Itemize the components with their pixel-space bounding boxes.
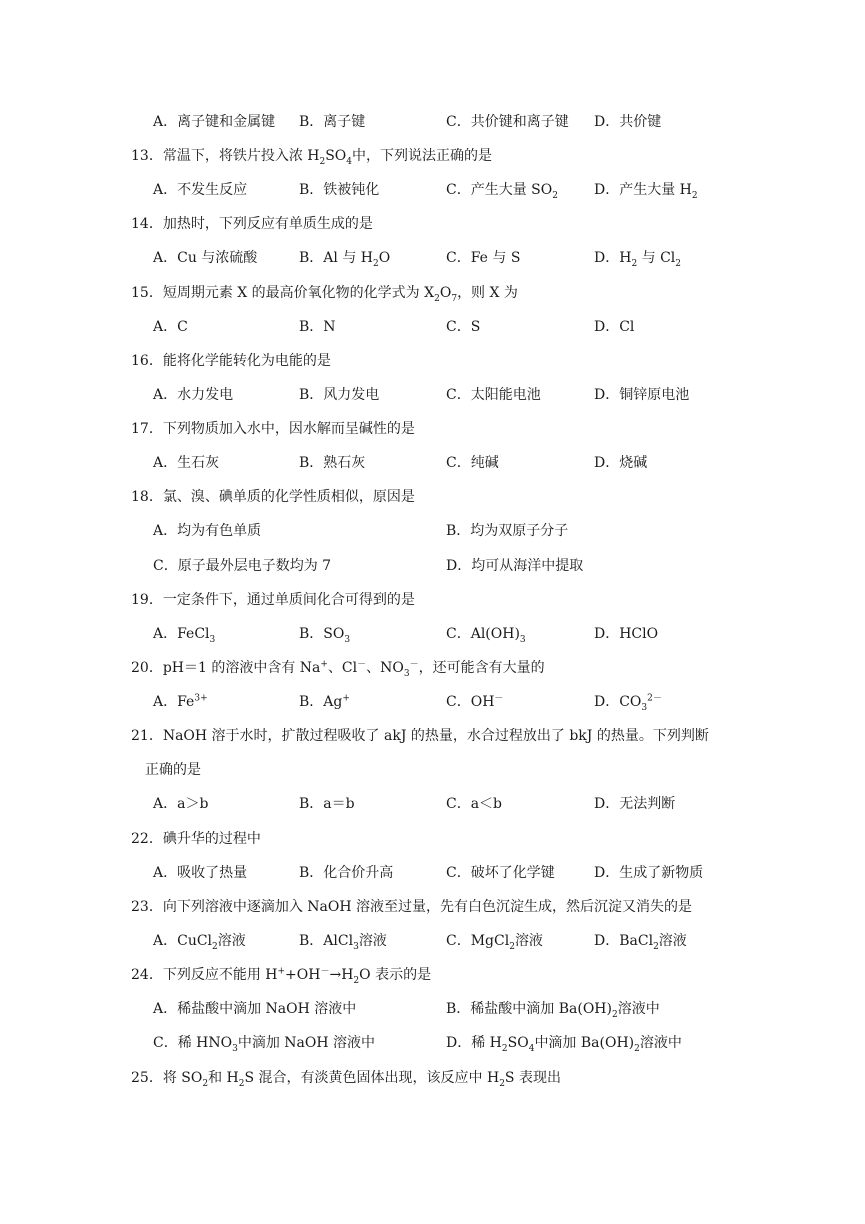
q17-option-d: D．烧碱 xyxy=(594,455,648,471)
q24-option-b: B．稀盐酸中滴加 $Ba(OH)_2$溶液中 xyxy=(446,1001,660,1020)
q15-option-a: A．C xyxy=(153,319,188,335)
q19-option-c: C．$Al(OH)_3$ xyxy=(446,626,526,645)
q18-option-b: B．均为双原子分子 xyxy=(446,523,569,539)
q21-option-a: A．a＞b xyxy=(153,796,209,812)
q20-option-c: C．OH－ xyxy=(446,693,504,710)
q22-option-b: B．化合价升高 xyxy=(299,865,394,881)
q23-stem: 23．向下列溶液中逐滴加入 NaOH 溶液至过量，先有白色沉淀生成，然后沉淀又消失的是 xyxy=(131,899,692,915)
q15-option-d: D．Cl xyxy=(594,319,635,335)
q16-stem: 16．能将化学能转化为电能的是 xyxy=(131,353,331,369)
q15-stem: 15．短周期元素 X 的最高价氧化物的化学式为 $X_2O_7$，则 X 为 xyxy=(131,285,518,304)
q12-option-c: C．共价键和离子键 xyxy=(446,114,569,130)
q22-option-d: D．生成了新物质 xyxy=(594,865,704,881)
q24-stem: 24．下列反应不能用 $H^++OH^-\to H_2O$ 表示的是 xyxy=(131,966,432,986)
q25-stem: 25．将 $SO_2$和 $H_2S$ 混合，有淡黄色固体出现，该反应中 $H_2S$ 表现出 xyxy=(131,1070,561,1089)
q21-option-d: D．无法判断 xyxy=(594,796,676,812)
q21-stem-continued: 正确的是 xyxy=(145,762,201,778)
q23-option-c: C．MgCl$_2$溶液 xyxy=(446,933,543,952)
q23-option-d: D．BaCl$_2$溶液 xyxy=(594,933,687,952)
q18-stem: 18．氯、溴、碘单质的化学性质相似，原因是 xyxy=(131,489,415,505)
q13-option-b: B．铁被钝化 xyxy=(299,182,380,198)
q19-option-a: A．FeCl$_3$ xyxy=(153,626,216,645)
q18-option-c: C．原子最外层电子数均为 7 xyxy=(153,558,332,574)
q12-option-b: B．离子键 xyxy=(299,114,366,130)
q20-option-d: D．$CO_3^{2-}$ xyxy=(594,693,662,713)
q18-option-d: D．均可从海洋中提取 xyxy=(446,558,584,574)
q13-option-d: D．产生大量 $H_2$ xyxy=(594,182,698,201)
q24-option-d: D．稀 $H_2SO_4$中滴加 $Ba(OH)_2$溶液中 xyxy=(446,1035,682,1054)
q16-option-a: A．水力发电 xyxy=(153,387,234,403)
q16-option-d: D．铜锌原电池 xyxy=(594,387,690,403)
q14-option-b: B．Al 与 $H_2O$ xyxy=(299,250,391,269)
q20-option-b: B．Ag+ xyxy=(299,693,350,710)
q12-option-d: D．共价键 xyxy=(594,114,662,130)
q21-stem: 21．NaOH 溶于水时，扩散过程吸收了 akJ 的热量，水合过程放出了 bkJ 的热量。下列判断 xyxy=(131,728,709,744)
q17-stem: 17．下列物质加入水中，因水解而呈碱性的是 xyxy=(131,421,415,437)
q14-stem: 14．加热时，下列反应有单质生成的是 xyxy=(131,216,373,232)
q17-option-a: A．生石灰 xyxy=(153,455,220,471)
q21-option-c: C．a＜b xyxy=(446,796,503,812)
q17-option-c: C．纯碱 xyxy=(446,455,499,471)
q17-option-b: B．熟石灰 xyxy=(299,455,366,471)
q15-option-b: B．N xyxy=(299,319,336,335)
q16-option-b: B．风力发电 xyxy=(299,387,380,403)
q23-option-a: A．CuCl$_2$溶液 xyxy=(153,933,246,952)
q22-option-c: C．破坏了化学键 xyxy=(446,865,555,881)
q15-option-c: C．S xyxy=(446,319,481,335)
q16-option-c: C．太阳能电池 xyxy=(446,387,541,403)
q13-stem: 13．常温下，将铁片投入浓 $H_2SO_4$中，下列说法正确的是 xyxy=(131,148,493,167)
q12-option-a: A．离子键和金属键 xyxy=(153,114,276,130)
q19-option-b: B．$SO_3$ xyxy=(299,626,351,645)
q24-option-a: A．稀盐酸中滴加 NaOH 溶液中 xyxy=(153,1001,357,1017)
q21-option-b: B．a＝b xyxy=(299,796,355,812)
q24-option-c: C．稀 $HNO_3$中滴加 NaOH 溶液中 xyxy=(153,1035,376,1054)
q19-stem: 19．一定条件下，通过单质间化合可得到的是 xyxy=(131,592,415,608)
q18-option-a: A．均为有色单质 xyxy=(153,523,262,539)
q22-stem: 22．碘升华的过程中 xyxy=(131,831,261,847)
q13-option-c: C．产生大量 $SO_2$ xyxy=(446,182,558,201)
q14-option-c: C．Fe 与 S xyxy=(446,250,521,266)
q14-option-d: D．$H_2$ 与 $Cl_2$ xyxy=(594,250,681,269)
q19-option-d: D．HClO xyxy=(594,626,659,642)
q22-option-a: A．吸收了热量 xyxy=(153,865,248,881)
q20-stem: 20．pH＝1 的溶液中含有 Na+、Cl－、$NO_3^-$，还可能含有大量的 xyxy=(131,659,545,679)
q14-option-a: A．Cu 与浓硫酸 xyxy=(153,250,258,266)
q20-option-a: A．$Fe^{3+}$ xyxy=(153,693,208,710)
q13-option-a: A．不发生反应 xyxy=(153,182,248,198)
q23-option-b: B．AlCl$_3$溶液 xyxy=(299,933,387,952)
